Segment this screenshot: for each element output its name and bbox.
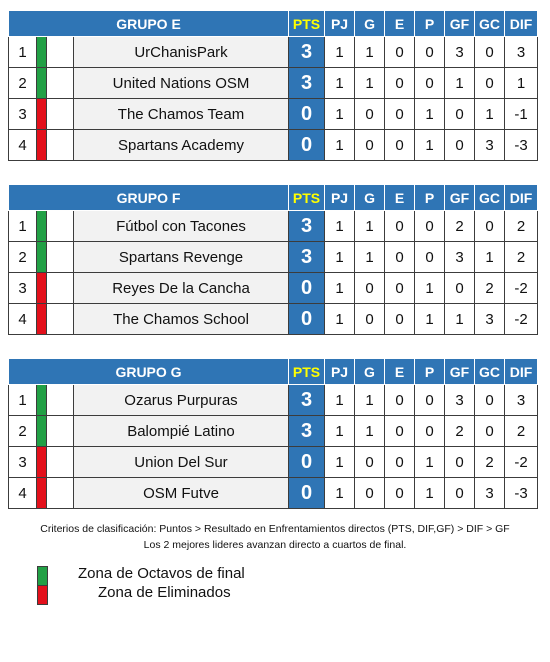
goal-diff-cell: 3 [505, 385, 538, 416]
table-row [9, 447, 538, 478]
team-logo-cell [47, 68, 74, 99]
group-e-table [8, 10, 537, 161]
lost-cell: 1 [415, 273, 445, 304]
position-cell: 1 [9, 385, 37, 416]
red-zone-swatch [37, 585, 48, 605]
zone-indicator-red [37, 304, 47, 335]
col-pts-header: PTS [289, 359, 325, 385]
col-g-header: G [355, 185, 385, 211]
col-pts-header: PTS [289, 11, 325, 37]
lost-cell: 0 [415, 416, 445, 447]
goals-against-cell: 0 [475, 211, 505, 242]
table-row [9, 99, 538, 130]
goal-diff-cell: -3 [505, 130, 538, 161]
goals-for-cell: 2 [445, 416, 475, 447]
col-gf-header: GF [445, 11, 475, 37]
zone-indicator-red [37, 99, 47, 130]
group-header-row [9, 185, 538, 211]
position-cell: 4 [9, 478, 37, 509]
points-cell: 0 [289, 478, 325, 509]
played-cell: 1 [325, 130, 355, 161]
goal-diff-cell: -2 [505, 447, 538, 478]
team-name: OSM Futve [74, 478, 289, 509]
zone-indicator-green [37, 37, 47, 68]
team-logo-cell [47, 211, 74, 242]
goals-against-cell: 3 [475, 304, 505, 335]
drawn-cell: 0 [385, 416, 415, 447]
position-cell: 2 [9, 416, 37, 447]
drawn-cell: 0 [385, 478, 415, 509]
goals-for-cell: 3 [445, 37, 475, 68]
played-cell: 1 [325, 416, 355, 447]
col-dif-header: DIF [505, 11, 538, 37]
goals-for-cell: 1 [445, 68, 475, 99]
drawn-cell: 0 [385, 68, 415, 99]
table-row [9, 273, 538, 304]
goals-against-cell: 3 [475, 130, 505, 161]
team-name: Ozarus Purpuras [74, 385, 289, 416]
played-cell: 1 [325, 273, 355, 304]
col-dif-header: DIF [505, 359, 538, 385]
zone-indicator-green [37, 242, 47, 273]
won-cell: 0 [355, 99, 385, 130]
col-p-header: P [415, 185, 445, 211]
team-name: Reyes De la Cancha [74, 273, 289, 304]
goals-against-cell: 2 [475, 273, 505, 304]
won-cell: 0 [355, 304, 385, 335]
points-cell: 0 [289, 273, 325, 304]
goals-against-cell: 2 [475, 447, 505, 478]
group-f-table [8, 184, 537, 335]
team-logo-cell [47, 242, 74, 273]
points-cell: 3 [289, 68, 325, 99]
points-cell: 0 [289, 99, 325, 130]
team-name: Spartans Academy [74, 130, 289, 161]
zone-indicator-green [37, 416, 47, 447]
lost-cell: 0 [415, 385, 445, 416]
won-cell: 0 [355, 130, 385, 161]
won-cell: 1 [355, 37, 385, 68]
drawn-cell: 0 [385, 130, 415, 161]
table-row [9, 242, 538, 273]
lost-cell: 0 [415, 242, 445, 273]
col-pts-header: PTS [289, 185, 325, 211]
team-name: The Chamos Team [74, 99, 289, 130]
goal-diff-cell: -1 [505, 99, 538, 130]
goals-for-cell: 2 [445, 211, 475, 242]
goals-against-cell: 0 [475, 416, 505, 447]
team-logo-cell [47, 273, 74, 304]
zone-indicator-red [37, 478, 47, 509]
drawn-cell: 0 [385, 37, 415, 68]
table-row [9, 478, 538, 509]
won-cell: 1 [355, 416, 385, 447]
drawn-cell: 0 [385, 447, 415, 478]
points-cell: 3 [289, 211, 325, 242]
drawn-cell: 0 [385, 242, 415, 273]
team-logo-cell [47, 447, 74, 478]
position-cell: 4 [9, 130, 37, 161]
goal-diff-cell: 3 [505, 37, 538, 68]
points-cell: 0 [289, 304, 325, 335]
zone-indicator-green [37, 211, 47, 242]
played-cell: 1 [325, 385, 355, 416]
criteria-line: Criterios de clasificación: Puntos > Resultado en Enfrentamientos directos (PTS, DIF,GF) > DIF > GF [40, 523, 510, 535]
goals-against-cell: 3 [475, 478, 505, 509]
lost-cell: 1 [415, 478, 445, 509]
played-cell: 1 [325, 242, 355, 273]
goal-diff-cell: 2 [505, 211, 538, 242]
table-row [9, 130, 538, 161]
team-name: Balompié Latino [74, 416, 289, 447]
col-g-header: G [355, 359, 385, 385]
goal-diff-cell: -2 [505, 273, 538, 304]
goals-for-cell: 0 [445, 478, 475, 509]
drawn-cell: 0 [385, 211, 415, 242]
position-cell: 1 [9, 211, 37, 242]
goals-for-cell: 0 [445, 99, 475, 130]
col-gc-header: GC [475, 11, 505, 37]
won-cell: 0 [355, 478, 385, 509]
col-p-header: P [415, 11, 445, 37]
col-g-header: G [355, 11, 385, 37]
advancement-note: Los 2 mejores lideres avanzan directo a cuartos de final. [143, 539, 407, 551]
points-cell: 3 [289, 385, 325, 416]
points-cell: 0 [289, 447, 325, 478]
lost-cell: 0 [415, 211, 445, 242]
green-zone-swatch [37, 566, 48, 586]
group-g-table [8, 358, 537, 509]
col-pj-header: PJ [325, 359, 355, 385]
position-cell: 3 [9, 99, 37, 130]
lost-cell: 1 [415, 130, 445, 161]
team-logo-cell [47, 99, 74, 130]
zone-indicator-red [37, 273, 47, 304]
col-gf-header: GF [445, 359, 475, 385]
team-logo-cell [47, 385, 74, 416]
team-name: Fútbol con Tacones [74, 211, 289, 242]
team-logo-cell [47, 478, 74, 509]
group-header-row [9, 359, 538, 385]
classification-criteria [0, 521, 550, 553]
zone-indicator-red [37, 447, 47, 478]
col-gc-header: GC [475, 185, 505, 211]
table-row [9, 37, 538, 68]
goal-diff-cell: -2 [505, 304, 538, 335]
goal-diff-cell: -3 [505, 478, 538, 509]
points-cell: 0 [289, 130, 325, 161]
lost-cell: 0 [415, 37, 445, 68]
goals-against-cell: 0 [475, 37, 505, 68]
position-cell: 3 [9, 447, 37, 478]
won-cell: 1 [355, 68, 385, 99]
position-cell: 1 [9, 37, 37, 68]
goals-for-cell: 3 [445, 242, 475, 273]
goals-against-cell: 0 [475, 68, 505, 99]
won-cell: 1 [355, 211, 385, 242]
position-cell: 2 [9, 68, 37, 99]
points-cell: 3 [289, 242, 325, 273]
goals-against-cell: 0 [475, 385, 505, 416]
drawn-cell: 0 [385, 385, 415, 416]
goals-against-cell: 1 [475, 242, 505, 273]
lost-cell: 1 [415, 447, 445, 478]
goals-for-cell: 1 [445, 304, 475, 335]
lost-cell: 0 [415, 68, 445, 99]
position-cell: 3 [9, 273, 37, 304]
table-row [9, 416, 538, 447]
col-dif-header: DIF [505, 185, 538, 211]
col-e-header: E [385, 359, 415, 385]
played-cell: 1 [325, 99, 355, 130]
played-cell: 1 [325, 37, 355, 68]
team-name: Spartans Revenge [74, 242, 289, 273]
won-cell: 1 [355, 242, 385, 273]
table-row [9, 68, 538, 99]
goal-diff-cell: 1 [505, 68, 538, 99]
col-gf-header: GF [445, 185, 475, 211]
team-name: UrChanisPark [74, 37, 289, 68]
points-cell: 3 [289, 416, 325, 447]
team-name: United Nations OSM [74, 68, 289, 99]
drawn-cell: 0 [385, 99, 415, 130]
team-logo-cell [47, 37, 74, 68]
won-cell: 1 [355, 385, 385, 416]
played-cell: 1 [325, 68, 355, 99]
position-cell: 4 [9, 304, 37, 335]
group-header-row [9, 11, 538, 37]
legend-label: Zona de Eliminados [98, 584, 231, 601]
table-row [9, 304, 538, 335]
points-cell: 3 [289, 37, 325, 68]
goals-for-cell: 0 [445, 273, 475, 304]
group-title: GRUPO F [9, 185, 289, 211]
zone-indicator-green [37, 68, 47, 99]
drawn-cell: 0 [385, 304, 415, 335]
team-name: The Chamos School [74, 304, 289, 335]
col-e-header: E [385, 11, 415, 37]
table-row [9, 211, 538, 242]
drawn-cell: 0 [385, 273, 415, 304]
won-cell: 0 [355, 273, 385, 304]
col-p-header: P [415, 359, 445, 385]
col-gc-header: GC [475, 359, 505, 385]
team-logo-cell [47, 304, 74, 335]
played-cell: 1 [325, 478, 355, 509]
legend-label: Zona de Octavos de final [78, 565, 245, 582]
lost-cell: 1 [415, 99, 445, 130]
won-cell: 0 [355, 447, 385, 478]
group-title: GRUPO E [9, 11, 289, 37]
goals-for-cell: 0 [445, 130, 475, 161]
group-title: GRUPO G [9, 359, 289, 385]
zone-indicator-green [37, 385, 47, 416]
played-cell: 1 [325, 211, 355, 242]
goals-for-cell: 3 [445, 385, 475, 416]
played-cell: 1 [325, 447, 355, 478]
goal-diff-cell: 2 [505, 242, 538, 273]
played-cell: 1 [325, 304, 355, 335]
lost-cell: 1 [415, 304, 445, 335]
goals-against-cell: 1 [475, 99, 505, 130]
team-logo-cell [47, 130, 74, 161]
goal-diff-cell: 2 [505, 416, 538, 447]
col-pj-header: PJ [325, 185, 355, 211]
col-pj-header: PJ [325, 11, 355, 37]
team-logo-cell [47, 416, 74, 447]
position-cell: 2 [9, 242, 37, 273]
team-name: Union Del Sur [74, 447, 289, 478]
table-row [9, 385, 538, 416]
col-e-header: E [385, 185, 415, 211]
zone-indicator-red [37, 130, 47, 161]
goals-for-cell: 0 [445, 447, 475, 478]
